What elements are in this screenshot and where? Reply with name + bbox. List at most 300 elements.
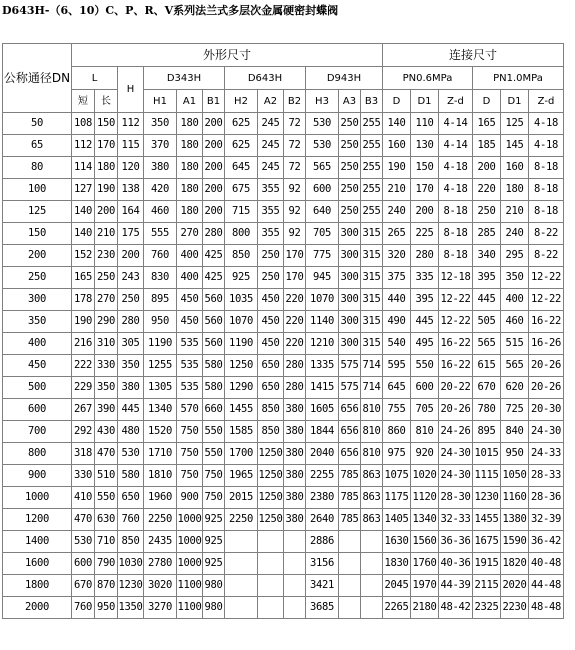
table-cell: 20-30 bbox=[529, 399, 564, 421]
table-row bbox=[3, 443, 564, 465]
table-cell: 460 bbox=[144, 201, 177, 223]
table-cell: 138 bbox=[118, 179, 144, 201]
table-cell: 200 bbox=[203, 135, 225, 157]
table-cell: 225 bbox=[411, 223, 439, 245]
table-cell: 656 bbox=[339, 443, 361, 465]
table-cell: 4-14 bbox=[439, 113, 473, 135]
dn-cell: 2000 bbox=[3, 597, 72, 619]
header-sub: B2 bbox=[284, 90, 306, 113]
table-cell: 850 bbox=[258, 399, 284, 421]
table-cell: 40-48 bbox=[529, 553, 564, 575]
table-cell: 1810 bbox=[144, 465, 177, 487]
table-cell: 1160 bbox=[501, 487, 529, 509]
table-cell: 12-22 bbox=[529, 267, 564, 289]
table-cell: 450 bbox=[177, 289, 203, 311]
table-cell: 1830 bbox=[383, 553, 411, 575]
table-cell: 400 bbox=[501, 289, 529, 311]
table-row bbox=[3, 487, 564, 509]
table-cell: 320 bbox=[383, 245, 411, 267]
dn-cell: 50 bbox=[3, 113, 72, 135]
table-cell: 300 bbox=[339, 245, 361, 267]
header-sub: H1 bbox=[144, 90, 177, 113]
table-cell: 1585 bbox=[225, 421, 258, 443]
table-cell: 760 bbox=[72, 597, 95, 619]
table-cell: 1335 bbox=[306, 355, 339, 377]
table-cell: 72 bbox=[284, 157, 306, 179]
table-cell: 178 bbox=[72, 289, 95, 311]
table-cell: 1120 bbox=[411, 487, 439, 509]
table-cell: 150 bbox=[95, 113, 118, 135]
table-cell: 250 bbox=[339, 157, 361, 179]
table-cell: 1405 bbox=[383, 509, 411, 531]
table-row bbox=[3, 135, 564, 157]
table-cell: 1970 bbox=[411, 575, 439, 597]
table-cell: 595 bbox=[383, 355, 411, 377]
dn-cell: 1600 bbox=[3, 553, 72, 575]
table-cell: 255 bbox=[361, 157, 383, 179]
table-cell: 295 bbox=[501, 245, 529, 267]
table-cell: 1560 bbox=[411, 531, 439, 553]
table-cell: 715 bbox=[225, 201, 258, 223]
table-cell: 600 bbox=[72, 553, 95, 575]
header-sub: D bbox=[473, 90, 501, 113]
table-cell: 180 bbox=[177, 157, 203, 179]
table-cell bbox=[361, 553, 383, 575]
table-cell: 20-26 bbox=[439, 399, 473, 421]
table-cell: 8-18 bbox=[529, 201, 564, 223]
table-cell: 315 bbox=[361, 311, 383, 333]
table-row bbox=[3, 333, 564, 355]
dn-cell: 65 bbox=[3, 135, 72, 157]
table-cell: 220 bbox=[284, 311, 306, 333]
table-cell: 760 bbox=[118, 509, 144, 531]
table-cell: 925 bbox=[203, 531, 225, 553]
header-sub: B3 bbox=[361, 90, 383, 113]
table-cell: 656 bbox=[339, 421, 361, 443]
table-cell: 24-30 bbox=[529, 421, 564, 443]
header-row-sub bbox=[3, 90, 564, 113]
table-cell: 810 bbox=[361, 399, 383, 421]
table-cell: 2640 bbox=[306, 509, 339, 531]
table-cell: 445 bbox=[118, 399, 144, 421]
table-cell: 863 bbox=[361, 465, 383, 487]
table-cell: 445 bbox=[473, 289, 501, 311]
table-cell: 140 bbox=[72, 223, 95, 245]
table-cell: 425 bbox=[203, 267, 225, 289]
table-cell: 1100 bbox=[177, 597, 203, 619]
table-cell: 300 bbox=[339, 223, 361, 245]
table-cell: 32-39 bbox=[529, 509, 564, 531]
header-sub: A3 bbox=[339, 90, 361, 113]
table-cell: 560 bbox=[203, 311, 225, 333]
table-cell: 540 bbox=[383, 333, 411, 355]
table-cell: 380 bbox=[284, 487, 306, 509]
table-cell: 180 bbox=[177, 201, 203, 223]
table-cell: 580 bbox=[203, 377, 225, 399]
table-cell: 210 bbox=[95, 223, 118, 245]
table-cell: 710 bbox=[95, 531, 118, 553]
table-cell: 200 bbox=[203, 113, 225, 135]
table-cell: 1140 bbox=[306, 311, 339, 333]
table-cell: 785 bbox=[339, 509, 361, 531]
table-cell: 1000 bbox=[177, 531, 203, 553]
table-cell: 925 bbox=[203, 509, 225, 531]
table-cell: 2886 bbox=[306, 531, 339, 553]
table-cell: 350 bbox=[501, 267, 529, 289]
table-cell: 850 bbox=[258, 421, 284, 443]
table-cell: 216 bbox=[72, 333, 95, 355]
table-cell: 210 bbox=[501, 201, 529, 223]
table-cell: 460 bbox=[501, 311, 529, 333]
table-cell: 44-48 bbox=[529, 575, 564, 597]
table-cell: 24-26 bbox=[439, 421, 473, 443]
table-cell: 12-18 bbox=[439, 267, 473, 289]
table-cell: 108 bbox=[72, 113, 95, 135]
table-cell: 250 bbox=[339, 113, 361, 135]
table-cell: 48-48 bbox=[529, 597, 564, 619]
table-cell: 245 bbox=[258, 113, 284, 135]
table-cell: 1070 bbox=[306, 289, 339, 311]
table-cell: 200 bbox=[411, 201, 439, 223]
table-cell: 230 bbox=[95, 245, 118, 267]
table-cell: 530 bbox=[72, 531, 95, 553]
table-cell: 645 bbox=[225, 157, 258, 179]
table-cell: 600 bbox=[306, 179, 339, 201]
table-cell: 305 bbox=[118, 333, 144, 355]
table-cell: 185 bbox=[473, 135, 501, 157]
table-cell: 800 bbox=[225, 223, 258, 245]
table-cell: 380 bbox=[144, 157, 177, 179]
table-cell: 48-42 bbox=[439, 597, 473, 619]
table-cell: 750 bbox=[203, 487, 225, 509]
table-cell: 270 bbox=[95, 289, 118, 311]
table-cell: 1255 bbox=[144, 355, 177, 377]
table-cell: 2435 bbox=[144, 531, 177, 553]
table-cell: 130 bbox=[411, 135, 439, 157]
table-cell: 315 bbox=[361, 223, 383, 245]
table-cell: 395 bbox=[411, 289, 439, 311]
table-row bbox=[3, 355, 564, 377]
table-cell bbox=[258, 575, 284, 597]
table-cell: 1675 bbox=[473, 531, 501, 553]
table-cell: 315 bbox=[361, 245, 383, 267]
header-sub: A1 bbox=[177, 90, 203, 113]
table-cell: 650 bbox=[258, 377, 284, 399]
table-cell: 355 bbox=[258, 223, 284, 245]
table-cell: 245 bbox=[258, 157, 284, 179]
table-cell: 2250 bbox=[225, 509, 258, 531]
header-l: L bbox=[72, 67, 118, 90]
table-cell: 190 bbox=[95, 179, 118, 201]
table-cell: 315 bbox=[361, 289, 383, 311]
table-cell: 72 bbox=[284, 135, 306, 157]
table-cell: 250 bbox=[118, 289, 144, 311]
table-cell: 229 bbox=[72, 377, 95, 399]
dn-cell: 1000 bbox=[3, 487, 72, 509]
table-cell: 16-22 bbox=[439, 333, 473, 355]
table-cell bbox=[258, 531, 284, 553]
table-cell: 625 bbox=[225, 113, 258, 135]
header-row-model bbox=[3, 67, 564, 90]
table-cell: 2180 bbox=[411, 597, 439, 619]
table-cell: 1290 bbox=[225, 377, 258, 399]
dn-cell: 400 bbox=[3, 333, 72, 355]
dn-cell: 450 bbox=[3, 355, 72, 377]
table-cell: 535 bbox=[177, 355, 203, 377]
table-cell: 560 bbox=[203, 289, 225, 311]
table-row bbox=[3, 157, 564, 179]
table-cell: 1960 bbox=[144, 487, 177, 509]
table-cell: 152 bbox=[72, 245, 95, 267]
table-cell: 355 bbox=[258, 179, 284, 201]
table-cell: 2780 bbox=[144, 553, 177, 575]
table-cell: 8-18 bbox=[529, 179, 564, 201]
table-cell: 565 bbox=[306, 157, 339, 179]
table-cell: 36-42 bbox=[529, 531, 564, 553]
table-cell: 28-36 bbox=[529, 487, 564, 509]
table-cell: 3421 bbox=[306, 575, 339, 597]
table-cell: 863 bbox=[361, 487, 383, 509]
table-cell: 240 bbox=[501, 223, 529, 245]
table-cell: 350 bbox=[118, 355, 144, 377]
table-row bbox=[3, 377, 564, 399]
table-cell: 245 bbox=[258, 135, 284, 157]
table-cell: 114 bbox=[72, 157, 95, 179]
table-cell: 656 bbox=[339, 399, 361, 421]
table-cell: 1050 bbox=[501, 465, 529, 487]
table-cell: 220 bbox=[473, 179, 501, 201]
table-row bbox=[3, 531, 564, 553]
table-cell: 200 bbox=[203, 179, 225, 201]
table-cell: 200 bbox=[118, 245, 144, 267]
table-cell: 24-30 bbox=[439, 443, 473, 465]
table-cell: 240 bbox=[383, 201, 411, 223]
table-cell: 8-18 bbox=[529, 157, 564, 179]
table-cell: 580 bbox=[118, 465, 144, 487]
table-cell: 315 bbox=[361, 333, 383, 355]
table-cell: 170 bbox=[95, 135, 118, 157]
header-connection: 连接尺寸 bbox=[383, 44, 564, 67]
table-cell: 280 bbox=[411, 245, 439, 267]
table-cell: 300 bbox=[339, 311, 361, 333]
table-cell: 560 bbox=[203, 333, 225, 355]
table-cell: 810 bbox=[411, 421, 439, 443]
table-cell: 355 bbox=[258, 201, 284, 223]
table-cell bbox=[339, 575, 361, 597]
table-cell: 705 bbox=[411, 399, 439, 421]
table-cell: 1605 bbox=[306, 399, 339, 421]
table-cell: 1250 bbox=[258, 443, 284, 465]
table-cell: 280 bbox=[284, 355, 306, 377]
table-cell: 1250 bbox=[258, 509, 284, 531]
table-cell: 785 bbox=[339, 487, 361, 509]
dn-cell: 350 bbox=[3, 311, 72, 333]
table-cell: 640 bbox=[306, 201, 339, 223]
table-row bbox=[3, 201, 564, 223]
table-cell: 580 bbox=[203, 355, 225, 377]
table-cell: 980 bbox=[203, 575, 225, 597]
table-row bbox=[3, 311, 564, 333]
dn-cell: 1400 bbox=[3, 531, 72, 553]
table-cell: 895 bbox=[144, 289, 177, 311]
table-cell: 250 bbox=[473, 201, 501, 223]
table-cell: 810 bbox=[361, 443, 383, 465]
table-cell: 2015 bbox=[225, 487, 258, 509]
table-cell: 863 bbox=[361, 509, 383, 531]
table-cell bbox=[258, 553, 284, 575]
table-cell: 950 bbox=[144, 311, 177, 333]
table-cell: 2020 bbox=[501, 575, 529, 597]
header-pn10: PN1.0MPa bbox=[473, 67, 564, 90]
table-cell: 1630 bbox=[383, 531, 411, 553]
table-cell: 16-26 bbox=[529, 333, 564, 355]
dn-cell: 250 bbox=[3, 267, 72, 289]
table-cell: 280 bbox=[284, 377, 306, 399]
table-cell: 440 bbox=[383, 289, 411, 311]
table-cell: 850 bbox=[118, 531, 144, 553]
table-cell: 4-18 bbox=[529, 135, 564, 157]
table-cell: 615 bbox=[473, 355, 501, 377]
table-cell: 600 bbox=[411, 377, 439, 399]
table-cell: 4-14 bbox=[439, 135, 473, 157]
table-cell: 1230 bbox=[473, 487, 501, 509]
table-cell: 750 bbox=[177, 421, 203, 443]
table-cell: 425 bbox=[203, 245, 225, 267]
table-cell: 945 bbox=[306, 267, 339, 289]
table-cell: 292 bbox=[72, 421, 95, 443]
table-row bbox=[3, 421, 564, 443]
table-cell: 550 bbox=[95, 487, 118, 509]
table-cell: 714 bbox=[361, 355, 383, 377]
table-cell: 830 bbox=[144, 267, 177, 289]
table-cell: 1340 bbox=[411, 509, 439, 531]
table-cell: 4-18 bbox=[439, 179, 473, 201]
table-row bbox=[3, 597, 564, 619]
table-cell: 32-33 bbox=[439, 509, 473, 531]
table-cell: 950 bbox=[501, 443, 529, 465]
table-cell: 145 bbox=[501, 135, 529, 157]
table-cell: 650 bbox=[258, 355, 284, 377]
table-cell: 280 bbox=[118, 311, 144, 333]
table-cell: 12-22 bbox=[439, 311, 473, 333]
table-cell: 850 bbox=[225, 245, 258, 267]
header-d943h: D943H bbox=[306, 67, 383, 90]
table-cell: 200 bbox=[95, 201, 118, 223]
table-cell: 190 bbox=[72, 311, 95, 333]
header-long: 长 bbox=[95, 90, 118, 113]
header-pn06: PN0.6MPa bbox=[383, 67, 473, 90]
table-cell: 645 bbox=[383, 377, 411, 399]
table-cell: 200 bbox=[203, 157, 225, 179]
table-cell: 840 bbox=[501, 421, 529, 443]
table-cell: 495 bbox=[411, 333, 439, 355]
table-cell: 1915 bbox=[473, 553, 501, 575]
table-cell: 1020 bbox=[411, 465, 439, 487]
table-cell: 112 bbox=[118, 113, 144, 135]
table-cell: 1250 bbox=[225, 355, 258, 377]
table-cell: 92 bbox=[284, 201, 306, 223]
table-cell: 300 bbox=[339, 333, 361, 355]
dn-cell: 700 bbox=[3, 421, 72, 443]
table-cell bbox=[339, 553, 361, 575]
table-cell: 1250 bbox=[258, 465, 284, 487]
table-cell: 1070 bbox=[225, 311, 258, 333]
table-cell: 255 bbox=[361, 201, 383, 223]
table-cell: 2115 bbox=[473, 575, 501, 597]
table-row bbox=[3, 179, 564, 201]
table-cell: 165 bbox=[473, 113, 501, 135]
table-cell: 1190 bbox=[144, 333, 177, 355]
table-cell: 760 bbox=[144, 245, 177, 267]
table-cell: 1760 bbox=[411, 553, 439, 575]
table-cell: 705 bbox=[306, 223, 339, 245]
table-cell: 380 bbox=[284, 399, 306, 421]
table-cell: 243 bbox=[118, 267, 144, 289]
table-row bbox=[3, 267, 564, 289]
table-cell: 3685 bbox=[306, 597, 339, 619]
table-cell: 200 bbox=[473, 157, 501, 179]
table-cell: 900 bbox=[177, 487, 203, 509]
table-cell: 2325 bbox=[473, 597, 501, 619]
table-cell: 860 bbox=[383, 421, 411, 443]
table-cell: 36-36 bbox=[439, 531, 473, 553]
table-cell: 430 bbox=[95, 421, 118, 443]
table-cell bbox=[284, 531, 306, 553]
table-row bbox=[3, 553, 564, 575]
table-cell bbox=[339, 531, 361, 553]
table-cell: 160 bbox=[501, 157, 529, 179]
dn-cell: 500 bbox=[3, 377, 72, 399]
table-cell: 12-22 bbox=[529, 289, 564, 311]
table-cell: 8-22 bbox=[529, 245, 564, 267]
table-cell: 1000 bbox=[177, 553, 203, 575]
table-cell: 1710 bbox=[144, 443, 177, 465]
table-cell: 180 bbox=[177, 179, 203, 201]
table-cell: 380 bbox=[284, 421, 306, 443]
table-cell: 200 bbox=[203, 201, 225, 223]
table-cell: 775 bbox=[306, 245, 339, 267]
table-cell: 750 bbox=[177, 465, 203, 487]
table-cell: 170 bbox=[411, 179, 439, 201]
table-cell: 16-22 bbox=[529, 311, 564, 333]
table-cell: 670 bbox=[72, 575, 95, 597]
table-cell: 535 bbox=[177, 377, 203, 399]
table-cell: 110 bbox=[411, 113, 439, 135]
table-cell: 570 bbox=[177, 399, 203, 421]
table-cell bbox=[258, 597, 284, 619]
table-cell: 180 bbox=[177, 113, 203, 135]
table-cell bbox=[225, 531, 258, 553]
table-cell: 8-18 bbox=[439, 201, 473, 223]
table-cell bbox=[225, 553, 258, 575]
dn-cell: 300 bbox=[3, 289, 72, 311]
dn-cell: 125 bbox=[3, 201, 72, 223]
header-short: 短 bbox=[72, 90, 95, 113]
table-cell: 112 bbox=[72, 135, 95, 157]
table-cell: 330 bbox=[72, 465, 95, 487]
table-cell bbox=[225, 597, 258, 619]
table-cell: 375 bbox=[383, 267, 411, 289]
table-cell: 530 bbox=[306, 135, 339, 157]
table-cell: 1820 bbox=[501, 553, 529, 575]
table-cell: 255 bbox=[361, 179, 383, 201]
table-cell bbox=[361, 575, 383, 597]
table-cell: 755 bbox=[383, 399, 411, 421]
table-cell: 115 bbox=[118, 135, 144, 157]
table-cell: 370 bbox=[144, 135, 177, 157]
table-cell: 150 bbox=[411, 157, 439, 179]
table-cell: 390 bbox=[95, 399, 118, 421]
